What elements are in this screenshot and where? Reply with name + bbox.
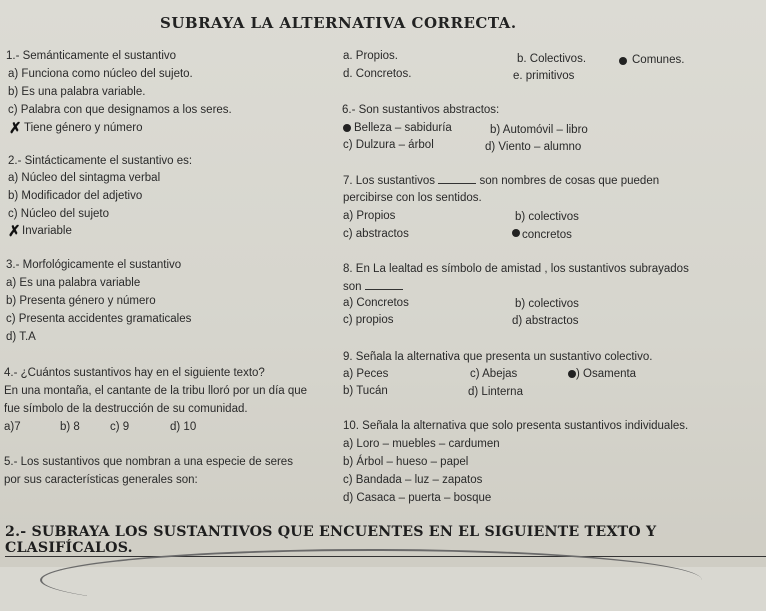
- q6-option-b: b) Automóvil – libro: [490, 124, 588, 136]
- q10-option-d: d) Casaca – puerta – bosque: [343, 492, 492, 504]
- q4-stem: 4.- ¿Cuántos sustantivos hay en el siguiente texto?: [4, 367, 265, 379]
- q6-option-c: c) Dulzura – árbol: [343, 139, 434, 151]
- q2-option-d: Invariable: [22, 225, 72, 237]
- q1-option-c: c) Palabra con que designamos a los seres.: [8, 104, 232, 116]
- q7-option-c: c) abstractos: [343, 228, 409, 240]
- q7-stem-line1: [343, 174, 659, 188]
- q2-option-c: c) Núcleo del sujeto: [8, 208, 109, 220]
- q10-stem: 10. Señala la alternativa que solo presenta sustantivos individuales.: [343, 420, 689, 432]
- q9-option-d: d) Linterna: [468, 386, 523, 398]
- q9-option-b-tucan: b) Tucán: [343, 385, 388, 397]
- q3-option-a: a) Es una palabra variable: [6, 277, 141, 289]
- q5-stem-line1: 5.- Los sustantivos que nombran a una especie de seres: [4, 456, 293, 468]
- q6-option-d: d) Viento – alumno: [485, 141, 582, 153]
- q5-option-a: a. Propios.: [343, 50, 398, 62]
- q2-option-b: b) Modificador del adjetivo: [8, 190, 143, 202]
- q9-option-a: a) Peces: [343, 368, 389, 380]
- selected-dot-icon: [619, 57, 627, 65]
- q3-option-c: c) Presenta accidentes gramaticales: [6, 313, 192, 325]
- q1-option-b: b) Es una palabra variable.: [8, 86, 146, 98]
- q5-option-e: e. primitivos: [513, 70, 575, 82]
- q7-option-b: b) colectivos: [515, 211, 579, 223]
- q7-option-a: a) Propios: [343, 210, 396, 222]
- q6-stem: 6.- Son sustantivos abstractos:: [342, 104, 500, 116]
- q4-option-a: a)7: [4, 421, 21, 433]
- page-title: SUBRAYA LA ALTERNATIVA CORRECTA.: [160, 14, 517, 32]
- q5-option-b: b. Colectivos.: [517, 53, 587, 65]
- q9-option-osamenta: ) Osamenta: [576, 368, 637, 380]
- decorative-curve: [40, 549, 702, 611]
- q5-option-d: d. Concretos.: [343, 68, 412, 80]
- q10-option-a: a) Loro – muebles – cardumen: [343, 438, 500, 450]
- q4-option-c: c) 9: [110, 421, 130, 433]
- q8-option-b: b) colectivos: [515, 298, 579, 310]
- q2-stem: 2.- Sintácticamente el sustantivo es:: [8, 155, 193, 167]
- cross-mark-icon: ✗: [8, 223, 21, 240]
- answer-blank: [438, 174, 476, 184]
- q7-stem-line2: percibirse con los sentidos.: [343, 192, 482, 204]
- section-2-title: 2.- SUBRAYA LOS SUSTANTIVOS QUE ENCUENTES EN EL SIGUIENTE TEXTO Y CLASIFÍCALOS.: [5, 524, 766, 557]
- selected-dot-icon: [343, 124, 351, 132]
- q9-stem: 9. Señala la alternativa que presenta un sustantivo colectivo.: [343, 351, 653, 363]
- q1-option-d: Tiene género y número: [24, 122, 143, 134]
- selected-dot-icon: [568, 370, 576, 378]
- q9-option-c-abejas: c) Abejas: [470, 368, 518, 380]
- q3-option-d: d) T.A: [6, 331, 36, 343]
- q10-option-b: b) Árbol – hueso – papel: [343, 456, 469, 468]
- cross-mark-icon: ✗: [9, 120, 22, 137]
- q7-stem-part1: 7. Los sustantivos: [343, 175, 436, 187]
- q8-option-d: d) abstractos: [512, 315, 579, 327]
- q8-option-a: a) Concretos: [343, 297, 409, 309]
- q4-text-line2: fue símbolo de la destrucción de su comunidad.: [4, 403, 248, 415]
- q7-option-d: concretos: [522, 229, 572, 241]
- q8-stem-line2: [343, 280, 403, 294]
- q5-option-c: Comunes.: [632, 54, 685, 66]
- q3-stem: 3.- Morfológicamente el sustantivo: [6, 259, 182, 271]
- selected-dot-icon: [512, 229, 520, 237]
- q8-option-c: c) propios: [343, 314, 394, 326]
- q7-stem-part2: son nombres de cosas que pueden: [479, 175, 660, 187]
- q6-option-a: Belleza – sabiduría: [354, 122, 452, 134]
- q3-option-b: b) Presenta género y número: [6, 295, 156, 307]
- q10-option-c: c) Bandada – luz – zapatos: [343, 474, 483, 486]
- q8-stem-part: son: [343, 281, 362, 293]
- q1-option-a: a) Funciona como núcleo del sujeto.: [8, 68, 193, 80]
- q2-option-a: a) Núcleo del sintagma verbal: [8, 172, 161, 184]
- q4-text-line1: En una montaña, el cantante de la tribu lloró por un día que: [4, 385, 308, 397]
- q1-stem: 1.- Semánticamente el sustantivo: [6, 50, 177, 62]
- q4-option-b: b) 8: [60, 421, 80, 433]
- answer-blank: [365, 280, 403, 290]
- q8-stem-line1: 8. En La lealtad es símbolo de amistad , los sustantivos subrayados: [343, 263, 689, 275]
- q4-option-d: d) 10: [170, 421, 197, 433]
- q5-stem-line2: por sus características generales son:: [4, 474, 198, 486]
